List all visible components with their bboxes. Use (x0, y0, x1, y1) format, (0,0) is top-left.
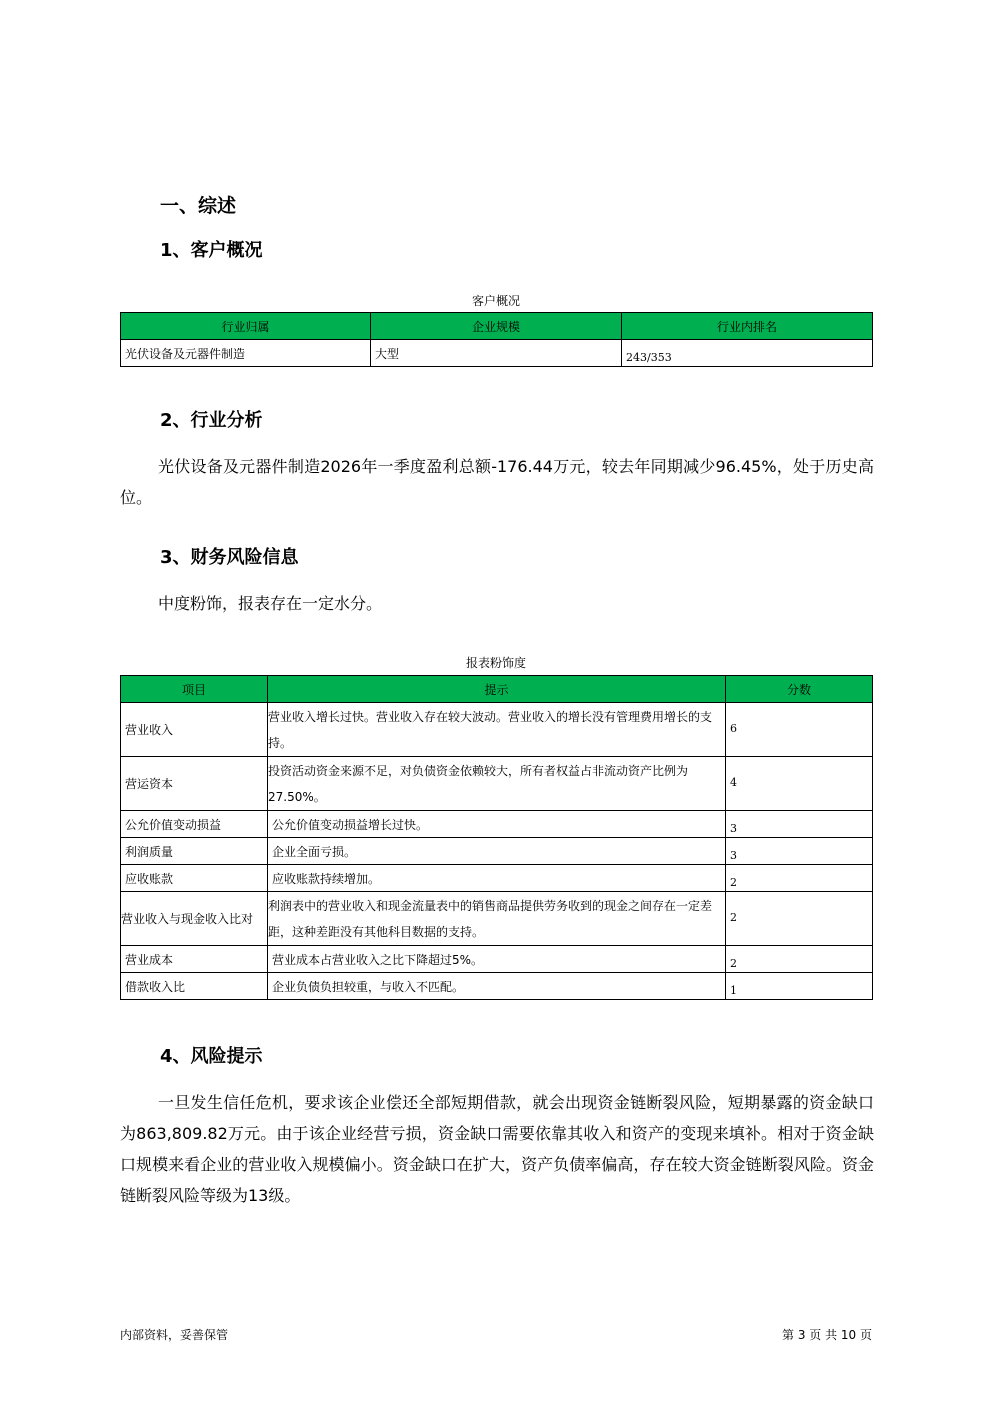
whitewash-table-header (121, 676, 873, 703)
risk-heading: 4、风险提示 (160, 1046, 263, 1067)
industry-text: 光伏设备及元器件制造2026年一季度盈利总额-176.44万元，较去年同期减少96.45%，处于历史高位。 (120, 457, 874, 507)
cell-industry: 光伏设备及元器件制造 (121, 340, 371, 367)
header-rank: 行业内排名 (622, 313, 873, 340)
cell-tip: 利润表中的营业收入和现金流量表中的销售商品提供劳务收到的现金之间存在一定差距，这种差距没有其他科目数据的支持。 (268, 892, 726, 946)
cell-tip: 投资活动资金来源不足，对负债资金依赖较大，所有者权益占非流动资产比例为27.50%。 (268, 757, 726, 811)
cell-item: 公允价值变动损益 (121, 811, 268, 838)
cell-rank: 243/353 (622, 340, 873, 367)
whitewash-table (120, 675, 873, 1000)
cell-score: 1 (726, 973, 873, 1000)
cell-item: 应收账款 (121, 865, 268, 892)
footer-page-number: 第 3 页 共 10 页 (782, 1328, 872, 1342)
table-row (121, 892, 873, 946)
cell-tip: 营业收入增长过快。营业收入存在较大波动。营业收入的增长没有管理费用增长的支持。 (268, 703, 726, 757)
whitewash-table-caption: 报表粉饰度 (465, 656, 526, 670)
header-item: 项目 (121, 676, 268, 703)
header-score: 分数 (726, 676, 873, 703)
customer-heading: 1、客户概况 (160, 240, 263, 261)
cell-score: 2 (726, 865, 873, 892)
table-row (121, 865, 873, 892)
table-row (121, 340, 873, 367)
cell-score: 2 (726, 946, 873, 973)
cell-score: 4 (726, 757, 873, 811)
cell-item: 营业成本 (121, 946, 268, 973)
cell-tip: 企业全面亏损。 (268, 838, 726, 865)
cell-score: 3 (726, 838, 873, 865)
section-heading: 一、综述 (160, 195, 237, 217)
table-row (121, 757, 873, 811)
header-industry: 行业归属 (121, 313, 371, 340)
customer-table-header (121, 313, 873, 340)
cell-item: 营业收入 (121, 703, 268, 757)
cell-item: 借款收入比 (121, 973, 268, 1000)
cell-item: 利润质量 (121, 838, 268, 865)
cell-tip: 营业成本占营业收入之比下降超过5%。 (268, 946, 726, 973)
table-row (121, 811, 873, 838)
cell-score: 3 (726, 811, 873, 838)
header-scale: 企业规模 (371, 313, 622, 340)
table-row (121, 703, 873, 757)
finance-heading: 3、财务风险信息 (160, 547, 299, 568)
customer-table (120, 312, 873, 367)
footer-confidential: 内部资料，妥善保管 (120, 1328, 229, 1342)
cell-tip: 公允价值变动损益增长过快。 (268, 811, 726, 838)
cell-item: 营业收入与现金收入比对 (121, 892, 268, 946)
header-tip: 提示 (268, 676, 726, 703)
risk-text: 一旦发生信任危机，要求该企业偿还全部短期借款，就会出现资金链断裂风险，短期暴露的资金缺口为863,809.82万元。由于该企业经营亏损，资金缺口需要依靠其收入和资产的变现来填补。相对于资金缺口规模来看企业的营业收入规模偏小。资金缺口在扩大，资产负债率偏高，存在较大资金链断裂风险。资金链断裂风险等级为13级。 (120, 1093, 874, 1205)
table-row (121, 973, 873, 1000)
cell-item: 营运资本 (121, 757, 268, 811)
table-row (121, 946, 873, 973)
cell-scale: 大型 (371, 340, 622, 367)
cell-tip: 企业负债负担较重，与收入不匹配。 (268, 973, 726, 1000)
table-row (121, 838, 873, 865)
customer-table-caption: 客户概况 (471, 294, 520, 308)
cell-score: 2 (726, 892, 873, 946)
finance-text: 中度粉饰，报表存在一定水分。 (158, 594, 383, 613)
industry-heading: 2、行业分析 (160, 410, 263, 431)
cell-tip: 应收账款持续增加。 (268, 865, 726, 892)
cell-score: 6 (726, 703, 873, 757)
